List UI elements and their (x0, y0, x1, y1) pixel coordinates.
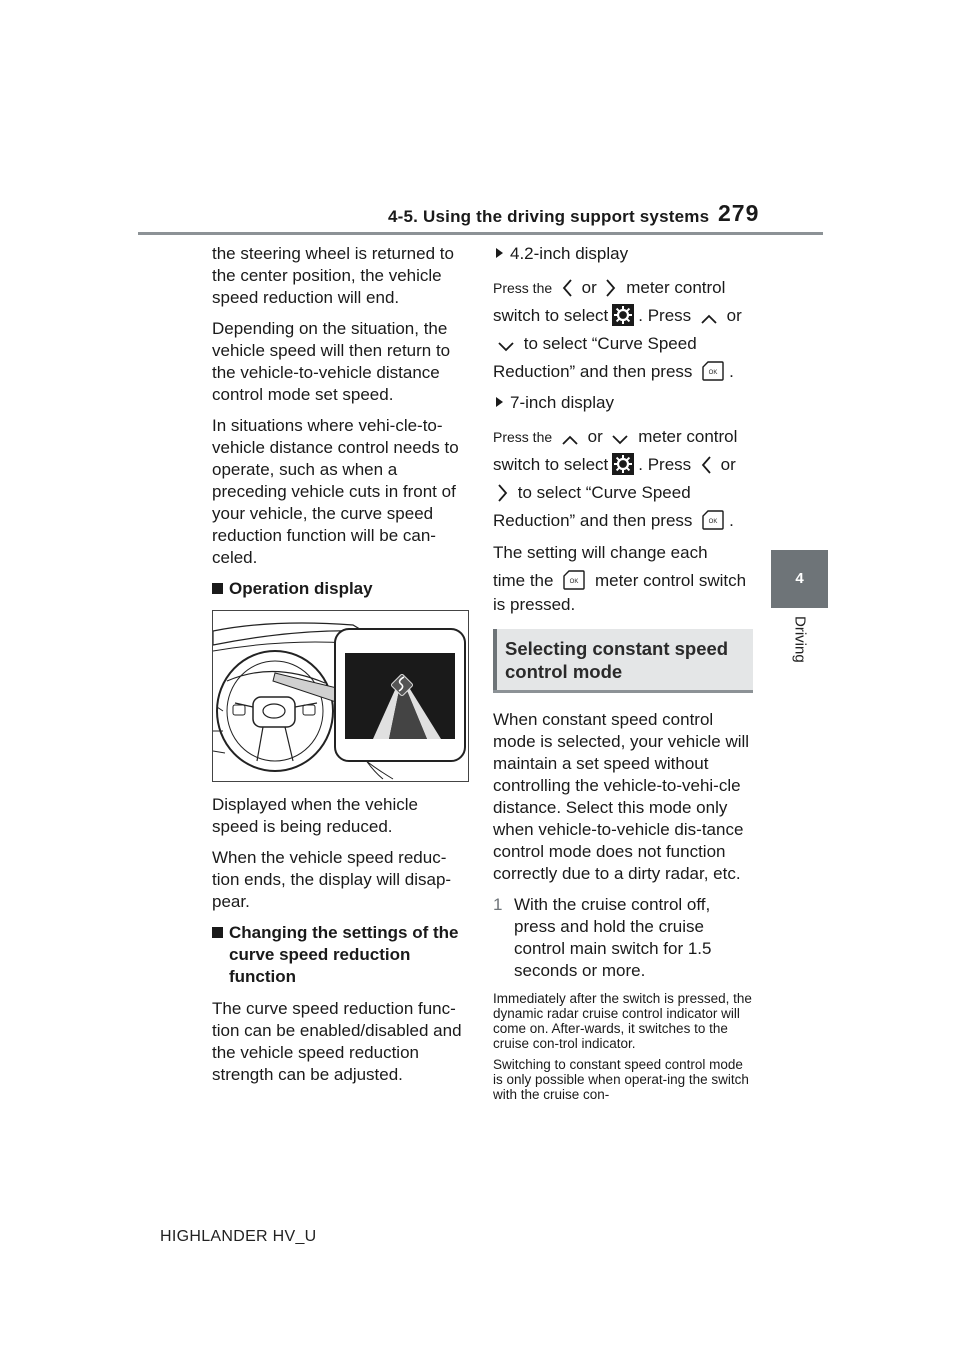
chevron-up-icon (561, 433, 579, 447)
svg-text:OK: OK (569, 579, 579, 585)
display-type-7: 7-inch display (493, 392, 753, 414)
square-bullet-icon (212, 927, 223, 938)
note: Switching to constant speed control mode is only possible when operat-ing the switch with the cruise con- (493, 1057, 749, 1102)
ok-button-icon (701, 509, 725, 531)
section-header-title: 4-5. Using the driving support systems (388, 207, 710, 226)
instruction-42: Press the or meter control switch to select . Press or to select “Curve Speed Reduction” and then press OK . (493, 278, 742, 381)
chevron-right-icon (605, 278, 617, 298)
right-column (493, 243, 753, 1108)
subheading-changing-settings: Changing the settings of the curve speed reduction function (212, 922, 467, 988)
chapter-tab-label-text: Driving (791, 616, 809, 663)
chevron-down-icon (611, 433, 629, 447)
dashboard-illustration (213, 611, 469, 782)
chevron-down-icon (497, 340, 515, 354)
step-text: With the cruise control off, press and hold the cruise control main switch for 1.5 seconds or more. (514, 895, 712, 980)
page-number: 279 (718, 200, 760, 226)
instruction-7: Press the or meter control switch to select . Press or to select “Curve Speed Reduction” and then press OK . (493, 427, 738, 530)
paragraph: The curve speed reduction func-tion can be enabled/disabled and the vehicle speed reduction strength can be adjusted. (212, 999, 462, 1084)
chevron-right-icon (497, 483, 509, 503)
paragraph: the steering wheel is returned to the center position, the vehicle speed reduction will end. (212, 244, 454, 307)
svg-text:OK: OK (708, 370, 718, 376)
paragraph: Displayed when the vehicle speed is being reduced. (212, 795, 419, 836)
paragraph: In situations where vehi-cle-to-vehicle distance control needs to operate, such as when a preceding vehicle cuts in front of your vehicle, the curve speed reduction function will be can-celed. (212, 416, 459, 567)
paragraph: is pressed. (493, 595, 576, 614)
triangle-bullet-icon (496, 397, 503, 407)
chevron-left-icon (700, 455, 712, 475)
paragraph: Depending on the situation, the vehicle speed will then return to the vehicle-to-vehicle distance control mode set speed. (212, 319, 451, 404)
section-heading-text: Selecting constant speed control mode (505, 638, 729, 682)
section-heading-constant-speed (493, 629, 753, 693)
ok-button-icon (562, 569, 586, 591)
setting-change-note: The setting will change each time the OK meter control switch (493, 543, 747, 590)
svg-text:OK: OK (708, 519, 718, 525)
left-column (212, 243, 467, 1095)
gear-icon (612, 453, 634, 475)
chevron-left-icon (561, 278, 573, 298)
step-1 (493, 894, 753, 982)
chevron-up-icon (700, 312, 718, 326)
paragraph: When the vehicle speed reduc-tion ends, the display will disap-pear. (212, 848, 452, 911)
display-type-42: 4.2-inch display (493, 243, 753, 265)
operation-display-illustration (212, 610, 469, 782)
square-bullet-icon (212, 583, 223, 594)
footer-model: HIGHLANDER HV_U (160, 1228, 317, 1245)
note: Immediately after the switch is pressed, the dynamic radar cruise control indicator will come on. After-wards, it switches to the cruise con-trol indicator. (493, 991, 752, 1051)
ok-button-icon (701, 360, 725, 382)
section-heading-bar (493, 629, 497, 690)
gear-icon (612, 304, 634, 326)
paragraph: When constant speed control mode is selected, your vehicle will maintain a set speed without controlling the vehicle-to-vehi-cle distance. Select this mode only when vehicle-to-vehicle dis-tance control mode does not function correctly due to a dirty radar, etc. (493, 710, 750, 883)
triangle-bullet-icon (496, 248, 503, 258)
subheading-operation-display: Operation display (212, 578, 467, 600)
chapter-tab-number[interactable]: 4 (771, 550, 828, 608)
chapter-tab-label (772, 612, 828, 712)
header-rule (138, 232, 823, 235)
step-number: 1 (493, 895, 503, 914)
